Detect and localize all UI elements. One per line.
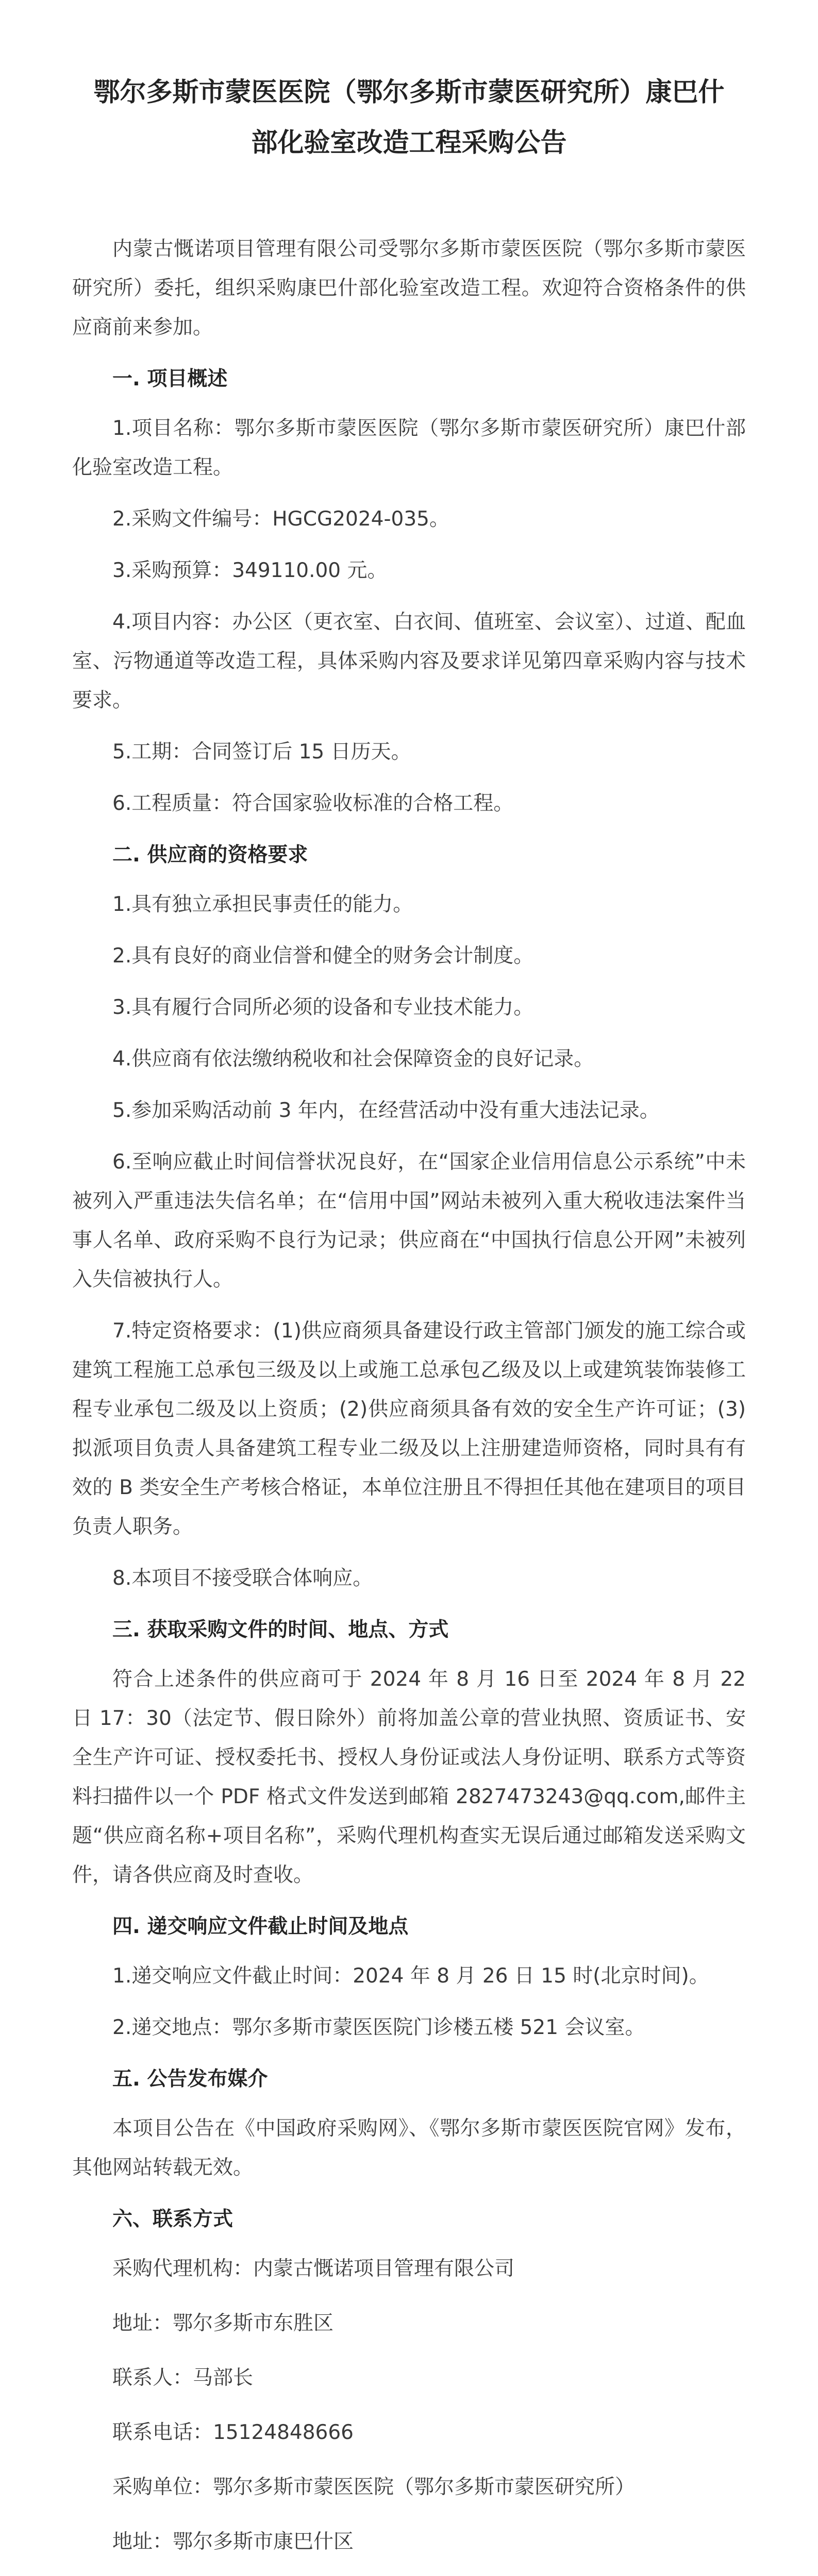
section-overview (72, 360, 746, 823)
list-item: 1.递交响应文件截止时间：2024 年 8 月 26 日 15 时(北京时间)。 (112, 1964, 709, 1988)
section-heading: 五. 公告发布媒介 (112, 2067, 268, 2091)
section-heading: 一. 项目概述 (112, 367, 228, 391)
contact-line: 联系人：马部长 (112, 2366, 254, 2389)
list-item: 5.参加采购活动前 3 年内，在经营活动中没有重大违法记录。 (112, 1099, 660, 1122)
section-heading: 六、联系方式 (112, 2208, 233, 2231)
section-media (72, 2060, 746, 2188)
list-item: 1.具有独立承担民事责任的能力。 (112, 893, 413, 916)
list-item: 2.采购文件编号：HGCG2024-035。 (112, 507, 449, 531)
section-deadline (72, 1907, 746, 2047)
list-item: 7.特定资格要求：(1)供应商须具备建设行政主管部门颁发的施工综合或建筑工程施工总承包三级及以上或施工总承包乙级及以上或建筑装饰装修工程专业承包二级及以上资质；(2)供应商须具备有效的安全生产许可证；(3)拟派项目负责人具备建筑工程专业二级及以上注册建造师资格，同时具有有效的 B 类安全生产考核合格证，本单位注册且不得担任其他在建项目的项目负责人职务。 (72, 1319, 746, 1538)
contact-line: 地址：鄂尔多斯市东胜区 (112, 2312, 334, 2335)
intro-paragraph: 内蒙古慨诺项目管理有限公司受鄂尔多斯市蒙医医院（鄂尔多斯市蒙医研究所）委托，组织采购康巴什部化验室改造工程。欢迎符合资格条件的供应商前来参加。 (72, 238, 746, 339)
contact-line: 采购单位：鄂尔多斯市蒙医医院（鄂尔多斯市蒙医研究所） (112, 2476, 636, 2499)
list-item: 1.项目名称：鄂尔多斯市蒙医医院（鄂尔多斯市蒙医研究所）康巴什部化验室改造工程。 (72, 417, 746, 479)
section-contact (72, 2200, 746, 2576)
section-obtain-documents (72, 1611, 746, 1895)
contact-line: 地址：鄂尔多斯市康巴什区 (112, 2530, 354, 2553)
list-item: 4.项目内容：办公区（更衣室、白衣间、值班室、会议室）、过道、配血室、污物通道等改造工程，具体采购内容及要求详见第四章采购内容与技术要求。 (72, 611, 746, 712)
contact-line: 联系电话：15124848666 (112, 2421, 354, 2444)
list-item: 6.工程质量：符合国家验收标准的合格工程。 (112, 792, 514, 815)
list-item: 8.本项目不接受联合体响应。 (112, 1567, 373, 1590)
list-item: 5.工期：合同签订后 15 日历天。 (112, 740, 411, 764)
section-heading: 四. 递交响应文件截止时间及地点 (112, 1915, 409, 1938)
contact-line: 采购代理机构：内蒙古慨诺项目管理有限公司 (112, 2257, 515, 2280)
list-item: 3.采购预算：349110.00 元。 (112, 559, 388, 582)
list-item: 2.具有良好的商业信誉和健全的财务会计制度。 (112, 944, 534, 968)
list-item: 本项目公告在《中国政府采购网》、《鄂尔多斯市蒙医医院官网》发布，其他网站转载无效。 (72, 2117, 746, 2179)
section-heading: 二. 供应商的资格要求 (112, 843, 308, 867)
page-title: 鄂尔多斯市蒙医医院（鄂尔多斯市蒙医研究所）康巴什部化验室改造工程采购公告 (93, 77, 725, 158)
section-heading: 三. 获取采购文件的时间、地点、方式 (112, 1618, 449, 1641)
list-item: 符合上述条件的供应商可于 2024 年 8 月 16 日至 2024 年 8 月 22 日 17：30（法定节、假日除外）前将加盖公章的营业执照、资质证书、安全生产许可证、授权委托书、授权人身份证或法人身份证明、联系方式等资料扫描件以一个 PDF 格式文件发送到邮箱 2827473243@qq.com,邮件主题“供应商名称+项目名称”，采购代理机构查实无误后通过邮箱发送采购文件，请各供应商及时查收。 (72, 1668, 746, 1887)
list-item: 4.供应商有依法缴纳税收和社会保障资金的良好记录。 (112, 1047, 594, 1071)
list-item: 6.至响应截止时间信誉状况良好，在“国家企业信用信息公示系统”中未被列入严重违法失信名单；在“信用中国”网站未被列入重大税收违法案件当事人名单、政府采购不良行为记录；供应商在“中国执行信息公开网”未被列入失信被执行人。 (72, 1150, 746, 1291)
section-qualification (72, 836, 746, 1598)
list-item: 2.递交地点：鄂尔多斯市蒙医医院门诊楼五楼 521 会议室。 (112, 2016, 645, 2039)
list-item: 3.具有履行合同所必须的设备和专业技术能力。 (112, 996, 534, 1019)
